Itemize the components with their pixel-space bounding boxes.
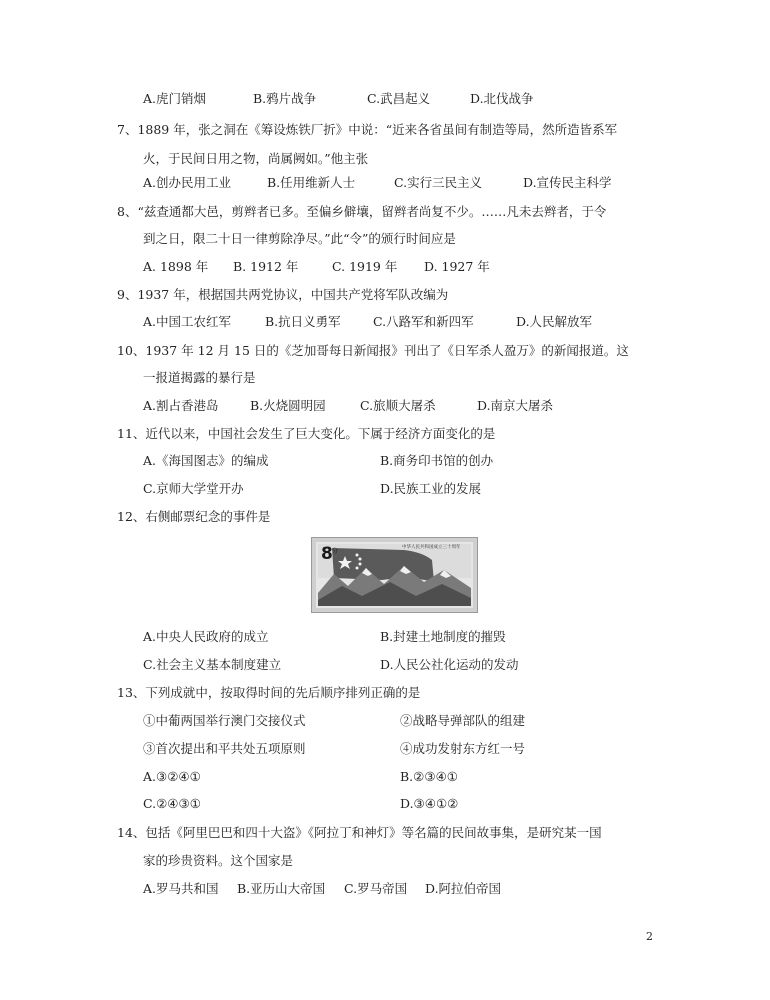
stamp-unit: 分 bbox=[332, 548, 339, 555]
q6-option-d: D.北伐战争 bbox=[470, 91, 534, 106]
q8-stem-line2: 到之日，限二十日一律剪除净尽。”此“令”的颁行时间应是 bbox=[143, 231, 456, 246]
q14-option-b: B.亚历山大帝国 bbox=[237, 881, 326, 896]
q13-item-2: ②战略导弹部队的组建 bbox=[400, 713, 526, 728]
q13-stem-line1: 13、下列成就中，按取得时间的先后顺序排列正确的是 bbox=[117, 685, 421, 700]
q11-option-b: B.商务印书馆的创办 bbox=[380, 453, 494, 468]
q14-option-a: A.罗马共和国 bbox=[143, 881, 219, 896]
q13-option-a: A.③②④① bbox=[143, 769, 201, 784]
q13-option-d: D.③④①② bbox=[400, 796, 459, 811]
q9-option-b: B.抗日义勇军 bbox=[265, 314, 341, 329]
q6-option-a: A.虎门销烟 bbox=[143, 91, 207, 106]
q8-option-b: B. 1912 年 bbox=[233, 259, 299, 274]
q9-stem-line1: 9、1937 年，根据国共两党协议，中国共产党将军队改编为 bbox=[117, 287, 449, 302]
q8-option-c: C. 1919 年 bbox=[332, 259, 398, 274]
q11-stem-line1: 11、近代以来，中国社会发生了巨大变化。下属于经济方面变化的是 bbox=[117, 426, 496, 441]
q14-stem-line1: 14、包括《阿里巴巴和四十大盗》《阿拉丁和神灯》等名篇的民间故事集，是研究某一国 bbox=[117, 825, 602, 840]
q9-option-c: C.八路军和新四军 bbox=[373, 314, 474, 329]
q11-option-c: C.京师大学堂开办 bbox=[143, 481, 244, 496]
stamp-image bbox=[311, 537, 478, 613]
q7-stem-line2: 火，于民间日用之物，尚属阙如。”他主张 bbox=[143, 151, 369, 166]
q11-option-a: A.《海国图志》的编成 bbox=[143, 453, 269, 468]
q8-option-d: D. 1927 年 bbox=[424, 259, 490, 274]
q10-option-c: C.旅顺大屠杀 bbox=[360, 398, 436, 413]
q14-stem-line2: 家的珍贵资料。这个国家是 bbox=[143, 853, 294, 868]
q14-option-d: D.阿拉伯帝国 bbox=[425, 881, 502, 896]
q13-item-3: ③首次提出和平共处五项原则 bbox=[143, 741, 306, 756]
q13-item-1: ①中葡两国举行澳门交接仪式 bbox=[143, 713, 306, 728]
q7-option-b: B.任用维新人士 bbox=[267, 175, 356, 190]
stamp-caption: 中华人民共和国成立三十周年 bbox=[402, 545, 461, 550]
q7-option-a: A.创办民用工业 bbox=[143, 175, 232, 190]
stamp-denomination: 8 bbox=[321, 544, 333, 564]
q8-stem-line1: 8、“兹查通都大邑，剪辫者已多。至偏乡僻壤，留辫者尚复不少。……凡未去辫者，于令 bbox=[117, 204, 607, 219]
q10-option-a: A.割占香港岛 bbox=[143, 398, 219, 413]
q12-option-a: A.中央人民政府的成立 bbox=[143, 629, 269, 644]
q12-option-b: B.封建土地制度的摧毁 bbox=[380, 629, 506, 644]
q6-option-b: B.鸦片战争 bbox=[253, 91, 317, 106]
q13-option-b: B.②③④① bbox=[400, 769, 458, 784]
q7-option-d: D.宣传民主科学 bbox=[523, 175, 612, 190]
q13-option-c: C.②④③① bbox=[143, 796, 201, 811]
q14-option-c: C.罗马帝国 bbox=[344, 881, 408, 896]
q7-stem-line1: 7、1889 年，张之洞在《筹设炼铁厂折》中说：“近来各省虽间有制造等局，然所造皆系军 bbox=[117, 122, 618, 137]
q13-item-4: ④成功发射东方红一号 bbox=[400, 741, 526, 756]
q10-stem-line2: 一报道揭露的暴行是 bbox=[143, 370, 256, 385]
q10-option-d: D.南京大屠杀 bbox=[477, 398, 554, 413]
q12-option-d: D.人民公社化运动的发动 bbox=[380, 657, 519, 672]
q11-option-d: D.民族工业的发展 bbox=[380, 481, 482, 496]
q10-stem-line1: 10、1937 年 12 月 15 日的《芝加哥每日新闻报》刊出了《日军杀人盈万》的新闻报道。这 bbox=[117, 343, 629, 358]
q12-option-c: C.社会主义基本制度建立 bbox=[143, 657, 282, 672]
q8-option-a: A. 1898 年 bbox=[143, 259, 209, 274]
page-number: 2 bbox=[646, 930, 653, 943]
q7-option-c: C.实行三民主义 bbox=[394, 175, 483, 190]
q10-option-b: B.火烧圆明园 bbox=[250, 398, 326, 413]
q9-option-a: A.中国工农红军 bbox=[143, 314, 232, 329]
q12-stem-line1: 12、右侧邮票纪念的事件是 bbox=[117, 509, 271, 524]
q6-option-c: C.武昌起义 bbox=[367, 91, 431, 106]
q9-option-d: D.人民解放军 bbox=[516, 314, 593, 329]
